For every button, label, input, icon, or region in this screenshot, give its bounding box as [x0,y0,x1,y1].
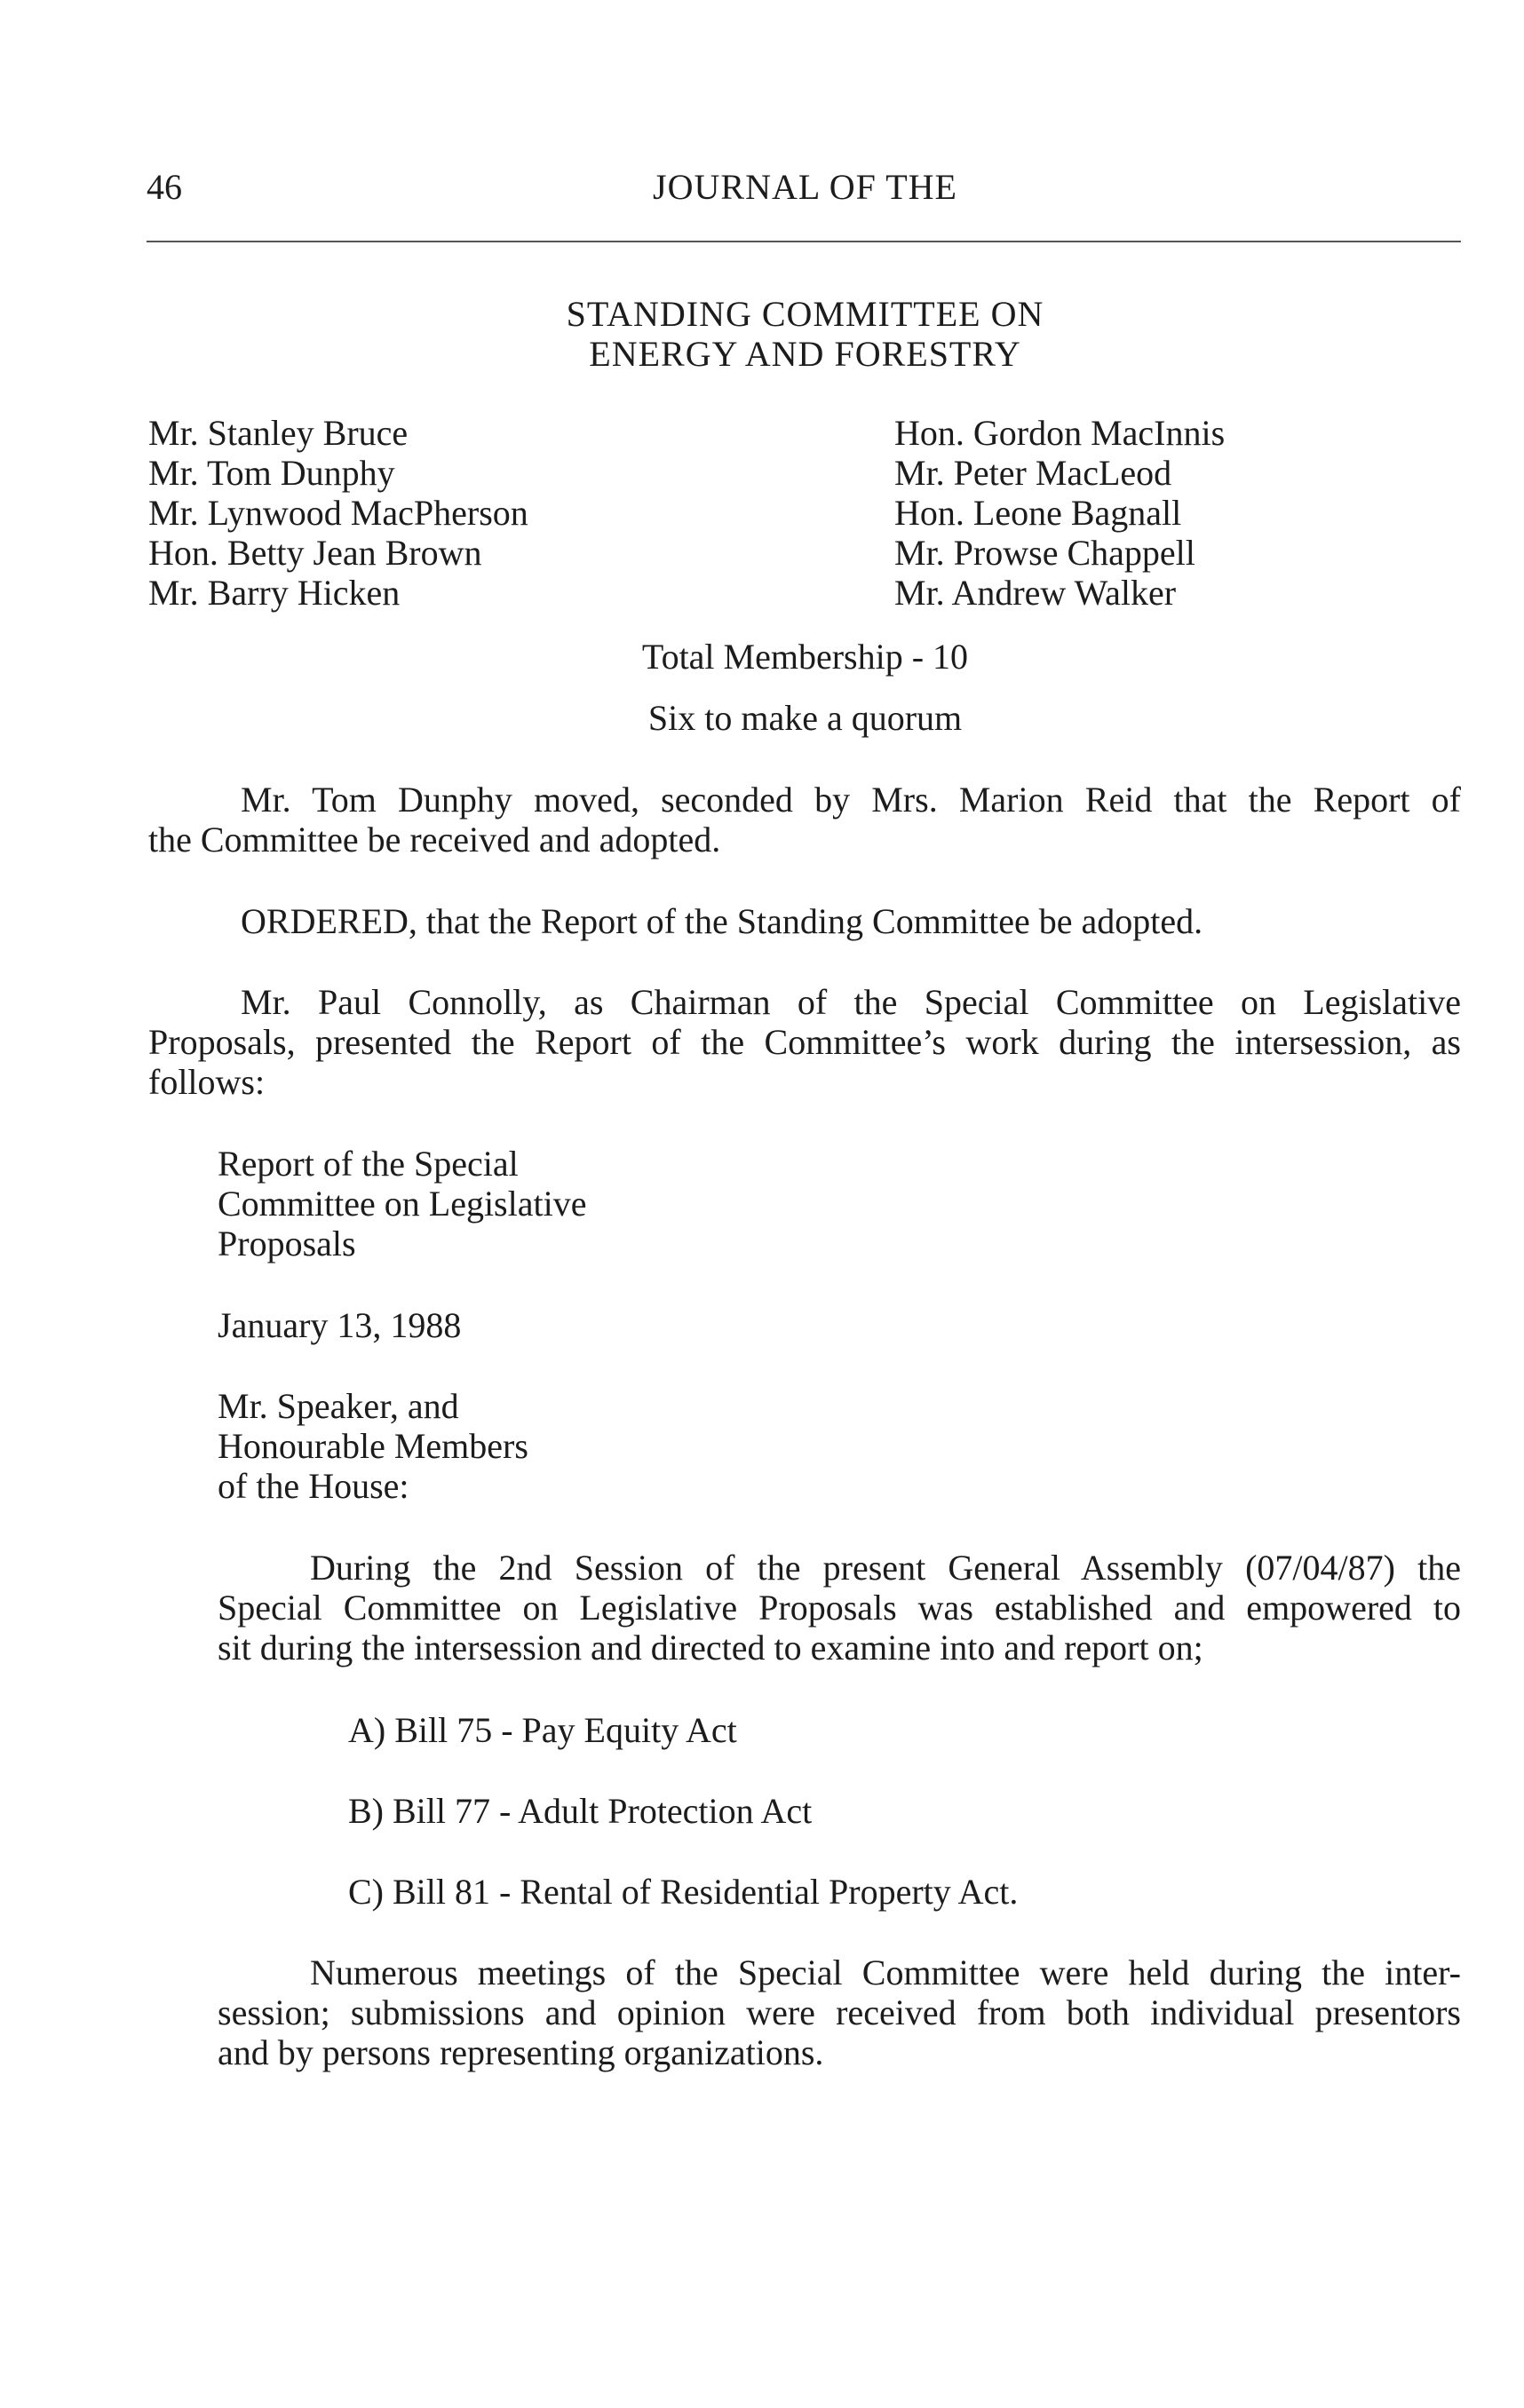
salutation [218,1386,528,1506]
paragraph-line: sit during the intersession and directed to examine into and report on; [218,1628,1203,1667]
salutation-line: Honourable Members [218,1426,528,1466]
header-rule [147,241,1461,242]
bill-item: B) Bill 77 - Adult Protection Act [348,1791,813,1831]
page-number: 46 [147,167,182,207]
member-name: Mr. Prowse Chappell [894,533,1195,573]
members-left-column [148,413,528,613]
salutation-line: of the House: [218,1466,409,1506]
member-name: Mr. Barry Hicken [148,573,401,613]
member-name: Hon. Leone Bagnall [894,493,1182,533]
session-paragraph [218,1548,1461,1667]
report-title-line: Report of the Special [218,1144,519,1184]
report-date: January 13, 1988 [218,1305,462,1345]
report-title-line: Committee on Legislative [218,1184,587,1224]
member-name: Hon. Gordon MacInnis [894,413,1226,453]
paragraph-line: During the 2nd Session of the present General Assembly (07/04/87) the [310,1548,1461,1588]
paragraph-line: Special Committee on Legislative Proposals was established and empowered to [218,1588,1461,1628]
committee-heading [0,294,1524,374]
report-title-line: Proposals [218,1224,356,1263]
connolly-paragraph [148,982,1461,1102]
committee-heading-line-1: STANDING COMMITTEE ON [566,294,1044,334]
salutation-line: Mr. Speaker, and [218,1386,459,1426]
paragraph-line: Proposals, presented the Report of the Committee’s work during the intersession, as [148,1022,1461,1062]
member-name: Mr. Andrew Walker [894,573,1177,613]
paragraph-line: Numerous meetings of the Special Committee were held during the inter- [310,1953,1461,1992]
paragraph-line: follows: [148,1062,266,1102]
meetings-paragraph [218,1953,1461,2072]
member-name: Mr. Peter MacLeod [894,453,1172,493]
committee-heading-line-2: ENERGY AND FORESTRY [589,334,1021,374]
paragraph-line: Mr. Paul Connolly, as Chairman of the Special Committee on Legislative [241,982,1461,1022]
motion-paragraph [148,780,1461,859]
bill-item: A) Bill 75 - Pay Equity Act [348,1710,737,1750]
quorum-note: Six to make a quorum [647,698,963,738]
paragraph-line: the Committee be received and adopted. [148,820,721,859]
paragraph-line: and by persons representing organizations. [218,2032,824,2072]
bill-item: C) Bill 81 - Rental of Residential Property Act. [348,1872,1019,1912]
total-membership: Total Membership - 10 [641,637,969,677]
running-head: JOURNAL OF THE [653,167,957,207]
member-name: Mr. Lynwood MacPherson [148,493,528,533]
paragraph-line: Mr. Tom Dunphy moved, seconded by Mrs. Marion Reid that the Report of [241,780,1461,820]
paragraph-line: session; submissions and opinion were received from both individual presentors [218,1992,1461,2032]
ordered-line: ORDERED, that the Report of the Standing Committee be adopted. [241,901,1203,941]
member-name: Hon. Betty Jean Brown [148,533,482,573]
member-name: Mr. Tom Dunphy [148,453,395,493]
report-title [218,1144,586,1263]
member-name: Mr. Stanley Bruce [148,413,409,453]
members-right-column [894,413,1225,613]
